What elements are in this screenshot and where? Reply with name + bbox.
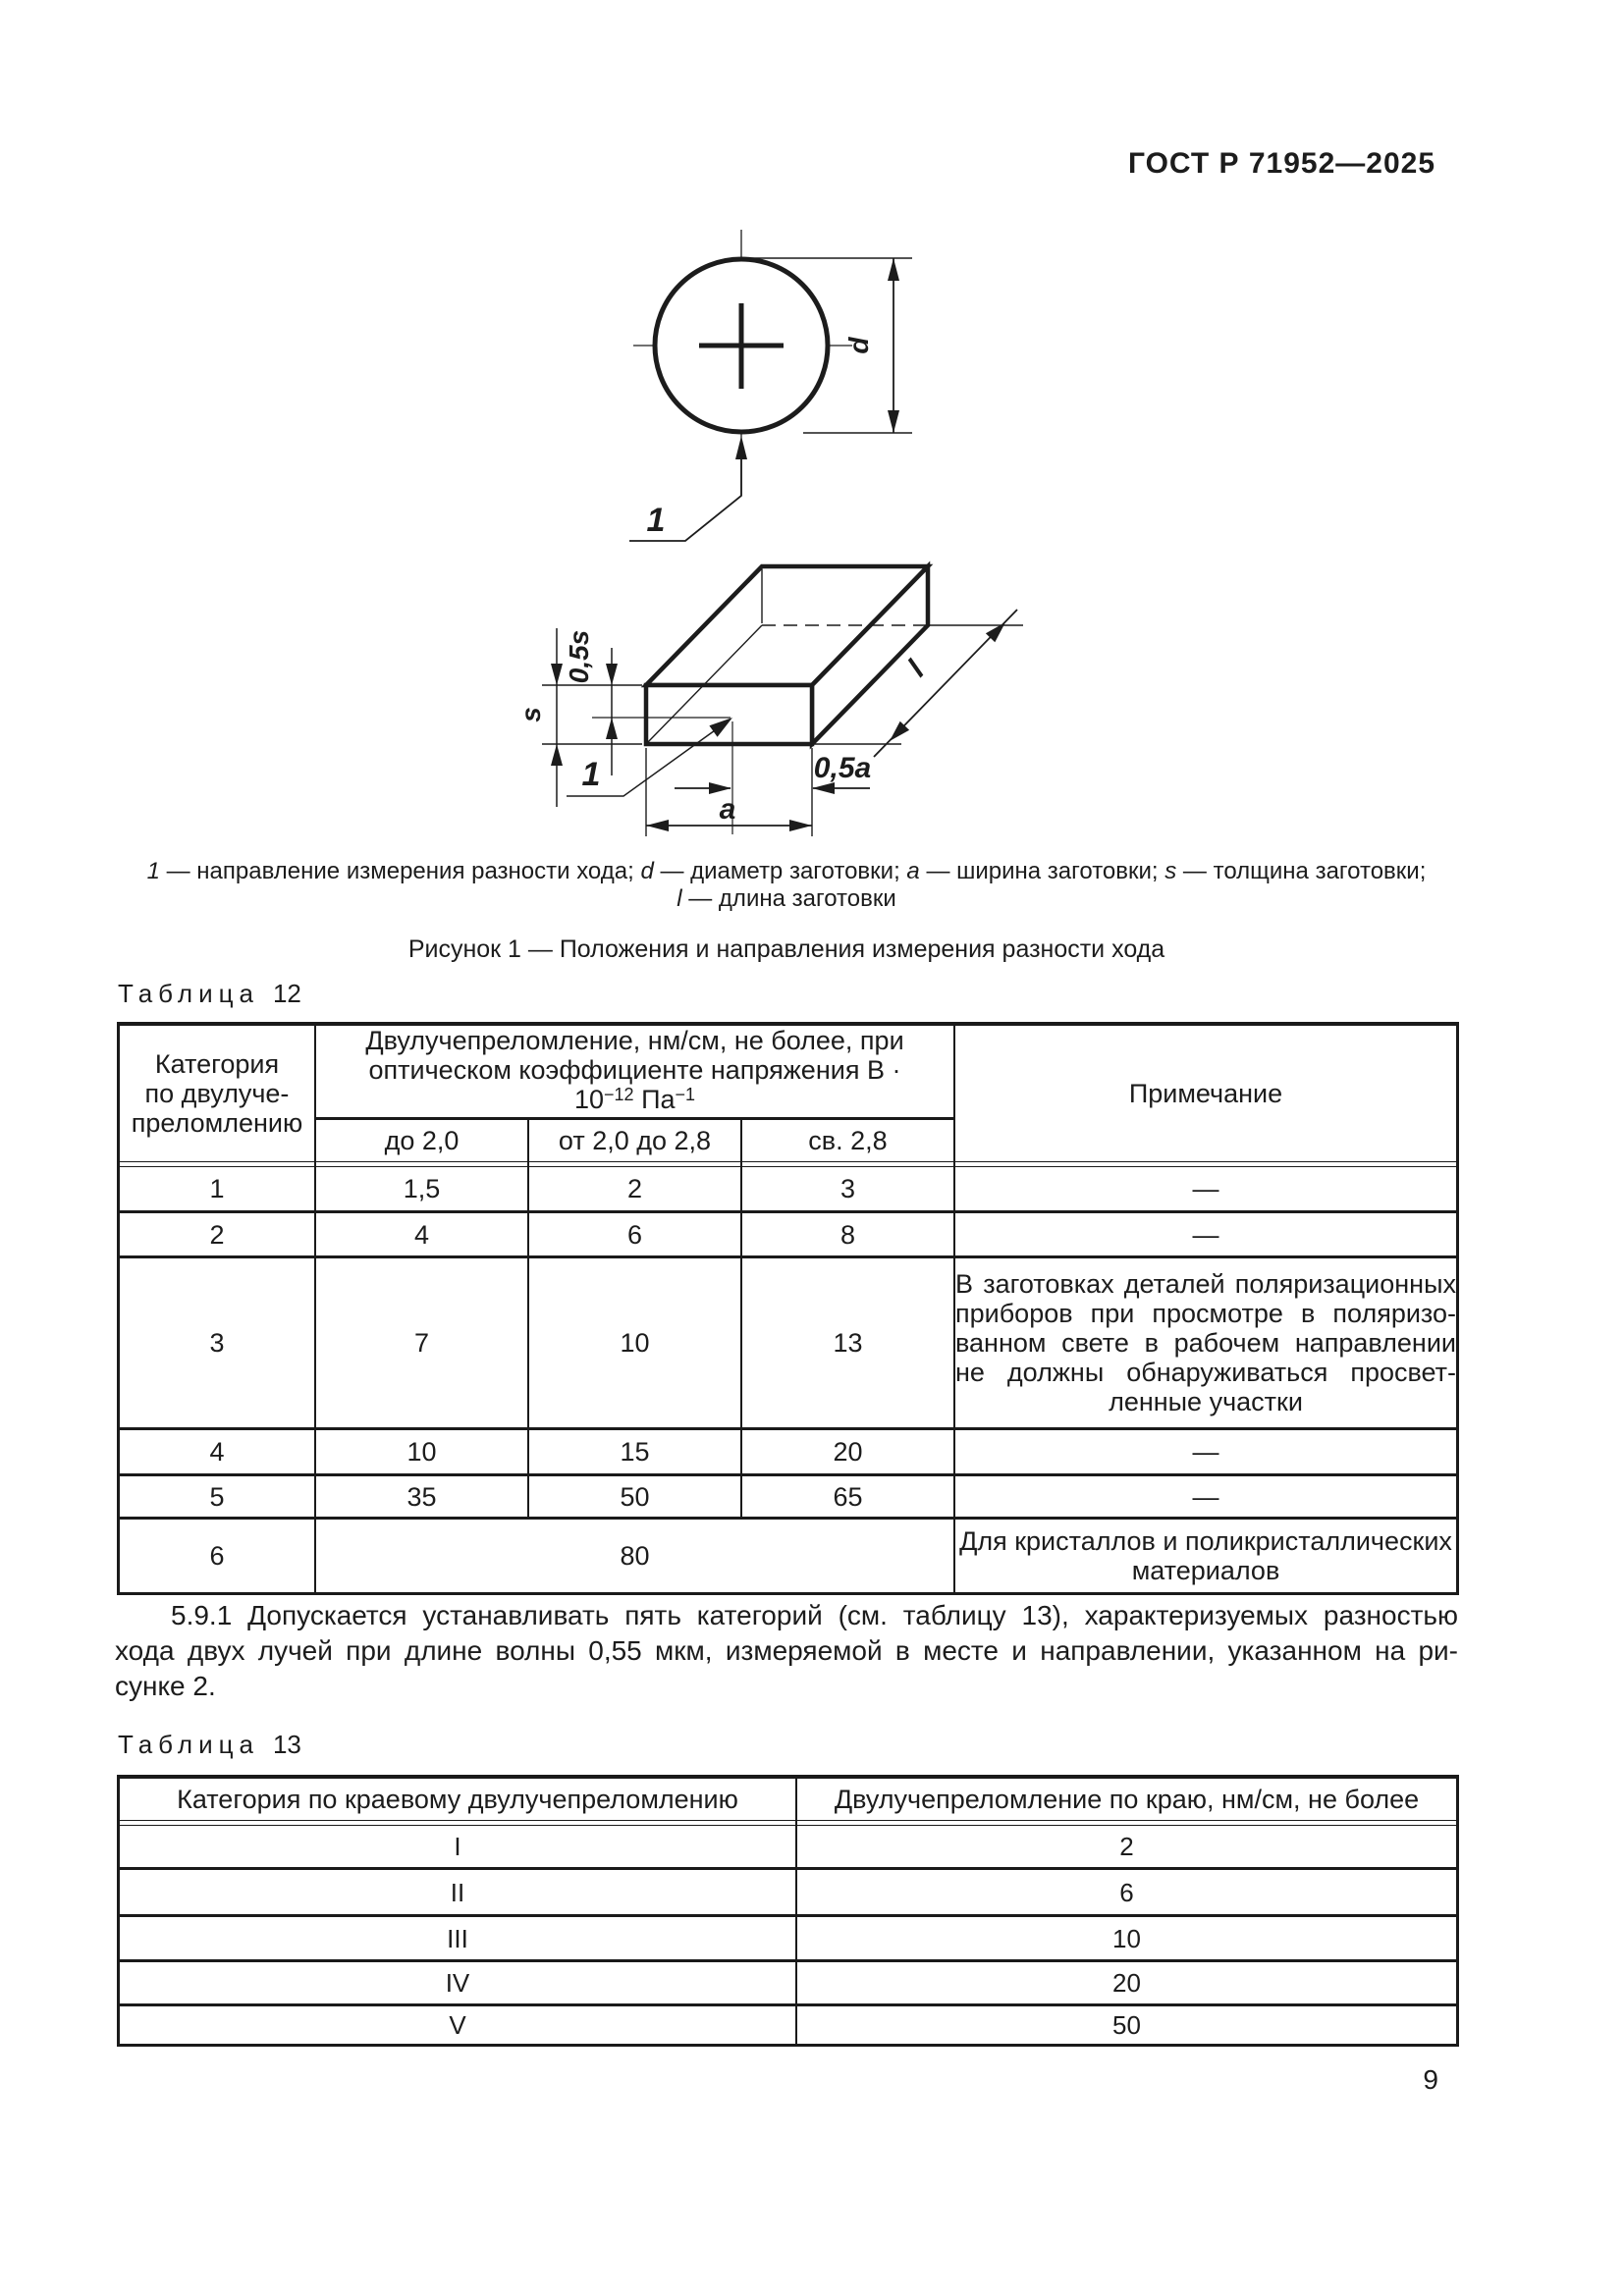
cell-value: 65 [742,1476,955,1520]
note-line: материалов [1131,1556,1280,1585]
table13-header-category: Категория по краевому двулучепреломлению [120,1779,797,1821]
cell-value: 13 [742,1258,955,1430]
table13-row-3 [120,1917,1456,1962]
cell-note-text [955,1520,1456,1592]
cell-note-text [955,1258,1456,1430]
cell-value: 10 [529,1258,742,1430]
cell-value: 7 [316,1258,529,1430]
cell-value: 50 [1112,2010,1141,2040]
cell-value: 3 [742,1167,955,1213]
paragraph-line: хода двух лучей при длине волны 0,55 мкм, измеряемой в месте и направлении, указанном на ри- [115,1635,1458,1666]
box-front-face [646,685,812,744]
figure-title: Рисунок 1 — Положения и направления измерения разности хода [407,935,1165,963]
table12-header-note: Примечание [955,1026,1456,1162]
cell-value: 6 [529,1213,742,1258]
table13-row-1 [120,1826,1456,1870]
cell-value: 20 [797,1962,1456,2006]
cell-value: 15 [529,1430,742,1476]
cell-value: 1,5 [316,1167,529,1213]
caption-var-d: d [640,858,654,884]
table13-header-row [120,1779,1456,1821]
page-number: 9 [1423,2064,1438,2095]
cell-value: 20 [742,1430,955,1476]
table13-row-5 [120,2006,1456,2044]
cell-category: 2 [120,1213,316,1258]
table12-label [118,979,301,1009]
s-label: s [515,707,546,722]
table13-label-number: 13 [272,1730,301,1759]
a-label: a [719,793,736,826]
cell-value: 4 [316,1213,529,1258]
cell-merged-value: 80 [316,1520,955,1592]
caption-text: — ширина заготовки; [919,858,1165,884]
header-superscript: −12 [604,1085,634,1104]
a-arrow-left [646,820,669,831]
circle-leader-label: 1 [646,502,666,539]
cell-note-dash: — [955,1430,1456,1476]
header-text: Па [633,1085,676,1114]
cell-value: 8 [742,1213,955,1258]
table13-label-word: Таблица [118,1730,259,1759]
figure-caption [115,858,1458,913]
figure-caption-line2 [115,885,1458,913]
table12-subheader-1: до 2,0 [316,1120,529,1162]
caption-text: — направление измерения разности хода; [159,858,641,884]
cell-value: 35 [316,1476,529,1520]
d-label: d [843,337,874,354]
cell-value: 10 [797,1917,1456,1962]
cell-category: V [120,2006,797,2044]
half-s-arrow-bottom [606,718,618,739]
figure-caption-line1 [115,858,1458,885]
table12-subheader-3: св. 2,8 [742,1120,955,1162]
cell-category: I [120,1826,797,1870]
cell-category: IV [120,1962,797,2006]
s-arrow-top [551,664,563,685]
l-label: l [901,654,931,683]
header-line: Категория [154,1049,280,1079]
paragraph-5-9-1 [115,1598,1458,1704]
table13-label [118,1730,301,1760]
table-13 [117,1775,1459,2047]
table12-row-1 [120,1167,1456,1213]
paragraph-line: 5.9.1 Допускается устанавливать пять категорий (см. таблицу 13), характеризуемых разностью [171,1600,1458,1630]
header-superscript: −1 [675,1085,696,1104]
cell-value: 2 [529,1167,742,1213]
note-line: ванном свете в рабочем направлении [955,1328,1456,1358]
cell-category: 4 [120,1430,316,1476]
table12-header-birefringence [316,1026,955,1120]
d-arrow-down [888,410,899,433]
caption-var-l: l [677,885,682,912]
cell-category: II [120,1870,797,1917]
table12-label-number: 12 [272,979,301,1008]
cell-category: 1 [120,1167,316,1213]
table12-label-word: Таблица [118,979,259,1008]
header-line: по двулуче- [144,1079,290,1108]
cell-note-dash: — [955,1476,1456,1520]
box-leader-label: 1 [581,756,601,793]
note-line: Для кристаллов и поликристаллических [959,1526,1452,1556]
table12-row-5 [120,1476,1456,1520]
caption-var-1: 1 [146,858,160,884]
note-line: ленные участки [1109,1387,1303,1416]
table12-header-category [120,1026,316,1162]
caption-var-s: s [1164,858,1177,884]
cell-note-dash: — [955,1167,1456,1213]
cell-note-dash: — [955,1213,1456,1258]
table13-row-4 [120,1962,1456,2006]
cell-value: 2 [797,1826,1456,1870]
header-text: Двулучепреломление, нм/см, не более, при оптическом коэффициенте напряжения В · 10 [365,1026,904,1114]
table12-header-row-1 [120,1026,1456,1120]
d-arrow-up [888,258,899,281]
note-line: приборов при просмотре в поляризо- [955,1299,1456,1328]
table12-row-2 [120,1213,1456,1258]
cell-category: 3 [120,1258,316,1430]
note-line: В заготовках деталей поляризационных [955,1269,1456,1299]
table12-row-4 [120,1430,1456,1476]
table12-subheader-2: от 2,0 до 2,8 [529,1120,742,1162]
table12-row-3 [120,1258,1456,1430]
cell-value: 6 [797,1870,1456,1917]
s-arrow-bottom [551,744,563,766]
cell-value: 50 [529,1476,742,1520]
table-12 [117,1022,1459,1595]
standard-reference: ГОСТ Р 71952—2025 [1127,147,1435,180]
note-line: не должны обнаруживаться просвет- [955,1358,1456,1387]
half-a-label: 0,5a [813,752,872,784]
cell-category: 6 [120,1520,316,1592]
cell-category: 5 [120,1476,316,1520]
table12-row-6 [120,1520,1456,1592]
paragraph-line: сунке 2. [115,1671,216,1701]
half-s-label: 0,5s [564,629,594,684]
caption-text: — длина заготовки [681,885,896,912]
circle-leader-arrow [735,436,747,459]
table13-row-2 [120,1870,1456,1917]
table13-header-value: Двулучепреломление по краю, нм/см, не более [797,1779,1456,1821]
caption-text: — диаметр заготовки; [653,858,907,884]
caption-text: — толщина заготовки; [1176,858,1427,884]
half-s-arrow-top [606,664,618,685]
a-arrow-right [789,820,812,831]
figure-1-drawing [491,216,1080,864]
caption-var-a: a [906,858,920,884]
cell-value: 10 [316,1430,529,1476]
header-line: преломлению [131,1108,303,1138]
cell-category: III [120,1917,797,1962]
